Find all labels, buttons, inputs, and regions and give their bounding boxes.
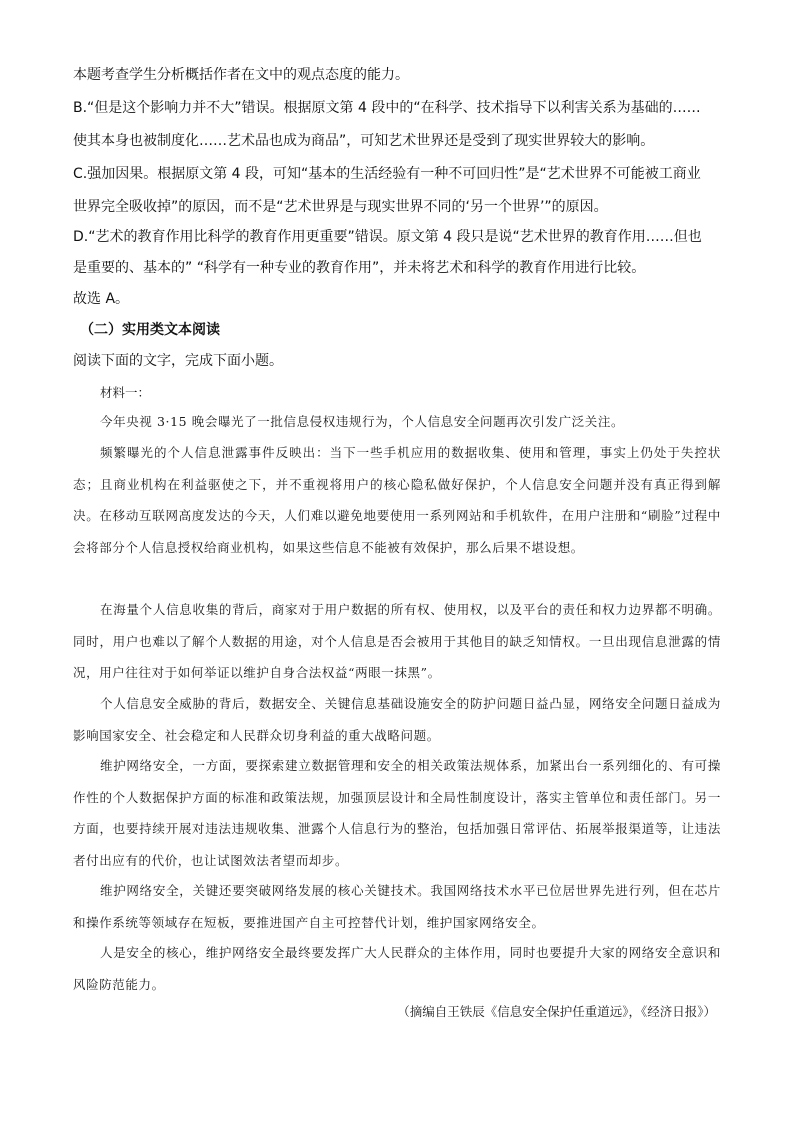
- paragraph: 维护网络安全，一方面，要探索建立数据管理和安全的相关政策法规体系，加紧出台一系列细化的、有可操作性的个人数据保护方面的标准和政策法规，加强顶层设计和全局性制度设计，落实主管单位和责任部门。另一方面，也要持续开展对违法违规收集、泄露个人信息行为的整治，包括加强日常评估、拓展举报渠道等，让违法者付出应有的代价，也让试图效法者望而却步。: [73, 758, 721, 868]
- option-c-line-1: C.强加因果。根据原文第 4 段，可知“基本的生活经验有一种不可回归性”是“艺术世界不可能被工商业: [73, 166, 701, 182]
- answer-choice: 故选 A。: [73, 291, 130, 307]
- paragraph: 维护网络安全，关键还要突破网络发展的核心关键技术。我国网络技术水平已位居世界先进行列，但在芯片和操作系统等领域存在短板，要推进国产自主可控替代计划，维护国家网络安全。: [73, 883, 721, 930]
- paragraph: 在海量个人信息收集的背后，商家对于用户数据的所有权、使用权，以及平台的责任和权力边界都不明确。同时，用户也难以了解个人数据的用途，对个人信息是否会被用于其他目的缺乏知情权。一旦出现信息泄露的情况，用户往往对于如何举证以维护自身合法权益“两眼一抹黑”。: [73, 602, 721, 680]
- paragraph: 个人信息安全威胁的背后，数据安全、关键信息基础设施安全的防护问题日益凸显，网络安全问题日益成为影响国家安全、社会稳定和人民群众切身利益的重大战略问题。: [73, 696, 721, 743]
- option-d-line-1: D.“艺术的教育作用比科学的教育作用更重要”错误。原文第 4 段只是说“艺术世界的教育作用……但也: [73, 229, 702, 245]
- paragraph: 频繁曝光的个人信息泄露事件反映出：当下一些手机应用的数据收集、使用和管理，事实上仍处于失控状态；且商业机构在利益驱使之下，并不重视将用户的核心隐私做好保护，个人信息安全问题并没有真正得到解决。在移动互联网高度发达的今天，人们难以避免地要使用一系列网站和手机软件，在用户注册和“刷脸”过程中会将部分个人信息授权给商业机构，如果这些信息不能被有效保护，那么后果不堪设想。: [73, 445, 721, 555]
- analysis-text: 本题考查学生分析概括作者在文中的观点态度的能力。: [73, 67, 409, 83]
- paragraph: 今年央视 3·15 晚会曝光了一批信息侵权违规行为，个人信息安全问题再次引发广泛关注。: [100, 414, 625, 429]
- option-d-line-2: 是重要的、基本的” “科学有一种专业的教育作用”，并未将艺术和科学的教育作用进行比较。: [73, 260, 646, 276]
- paragraph: 人是安全的核心，维护网络安全最终要发挥广大人民群众的主体作用，同时也要提升大家的网络安全意识和风险防范能力。: [73, 945, 721, 992]
- section-heading: （二）实用类文本阅读: [80, 322, 220, 338]
- option-b-line-1: B.“但是这个影响力并不大”错误。根据原文第 4 段中的“在科学、技术指导下以利害关系为基础的……: [73, 100, 701, 116]
- material-label: 材料一：: [100, 385, 151, 400]
- option-b-line-2: 使其本身也被制度化……艺术品也成为商品”，可知艺术世界还是受到了现实世界较大的影响。: [73, 133, 655, 149]
- option-c-line-2: 世界完全吸收掉”的原因，而不是“艺术世界是与现实世界不同的‘另一个世界’”的原因。: [73, 199, 608, 215]
- reading-instruction: 阅读下面的文字，完成下面小题。: [73, 353, 283, 369]
- source-citation: （摘编自王铁辰《信息安全保护任重道远》，《经济日报》）: [397, 1004, 716, 1019]
